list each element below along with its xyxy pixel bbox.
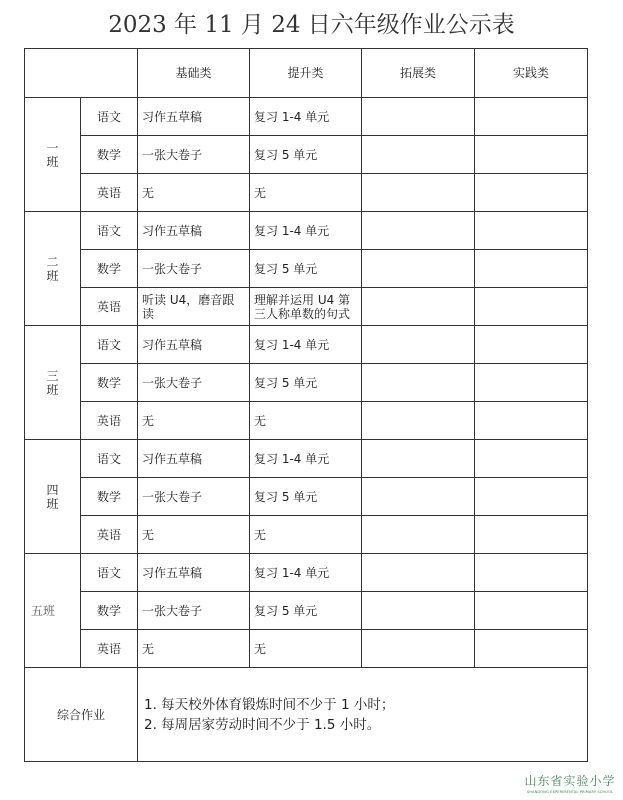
school-logo <box>522 772 618 794</box>
basic-cell: 一张大卷子 <box>138 250 250 288</box>
header-basic: 基础类 <box>138 49 250 98</box>
advanced-cell: 复习 1-4 单元 <box>250 98 362 136</box>
advanced-cell: 复习 5 单元 <box>250 478 362 516</box>
basic-cell: 无 <box>138 516 250 554</box>
extended-cell <box>362 630 475 668</box>
table-row <box>25 630 588 668</box>
subject-cell: 数学 <box>81 364 138 402</box>
subject-cell: 数学 <box>81 478 138 516</box>
basic-cell: 一张大卷子 <box>138 364 250 402</box>
basic-cell: 听读 U4，磨音跟读 <box>138 288 250 326</box>
class-name: 四 班 <box>25 440 81 554</box>
basic-cell: 无 <box>138 630 250 668</box>
practice-cell <box>475 174 588 212</box>
table-row <box>25 440 588 478</box>
header-extended: 拓展类 <box>362 49 475 98</box>
practice-cell <box>475 288 588 326</box>
class-name: 五班 <box>25 554 81 668</box>
practice-cell <box>475 364 588 402</box>
subject-cell: 英语 <box>81 174 138 212</box>
practice-cell <box>475 136 588 174</box>
subject-cell: 语文 <box>81 212 138 250</box>
subject-cell: 英语 <box>81 288 138 326</box>
advanced-cell: 无 <box>250 402 362 440</box>
advanced-cell: 复习 5 单元 <box>250 136 362 174</box>
practice-cell <box>475 98 588 136</box>
header-advanced: 提升类 <box>250 49 362 98</box>
table-row <box>25 174 588 212</box>
basic-cell: 习作五草稿 <box>138 98 250 136</box>
header-row <box>25 49 588 98</box>
advanced-cell: 复习 5 单元 <box>250 592 362 630</box>
advanced-cell: 复习 5 单元 <box>250 364 362 402</box>
practice-cell <box>475 212 588 250</box>
extended-cell <box>362 174 475 212</box>
class-name: 三 班 <box>25 326 81 440</box>
advanced-cell: 复习 1-4 单元 <box>250 554 362 592</box>
class-name: 一 班 <box>25 98 81 212</box>
advanced-cell: 无 <box>250 630 362 668</box>
table-row <box>25 326 588 364</box>
header-practice: 实践类 <box>475 49 588 98</box>
practice-cell <box>475 554 588 592</box>
advanced-cell: 复习 5 单元 <box>250 250 362 288</box>
extended-cell <box>362 212 475 250</box>
subject-cell: 语文 <box>81 440 138 478</box>
extended-cell <box>362 364 475 402</box>
advanced-cell: 无 <box>250 516 362 554</box>
extended-cell <box>362 250 475 288</box>
page-title: 2023 年 11 月 24 日六年级作业公示表 <box>108 12 515 38</box>
basic-cell: 习作五草稿 <box>138 212 250 250</box>
basic-cell: 习作五草稿 <box>138 440 250 478</box>
table-row <box>25 364 588 402</box>
table-row <box>25 250 588 288</box>
advanced-cell: 复习 1-4 单元 <box>250 212 362 250</box>
table-row <box>25 288 588 326</box>
extended-cell <box>362 288 475 326</box>
practice-cell <box>475 250 588 288</box>
extended-cell <box>362 402 475 440</box>
subject-cell: 数学 <box>81 250 138 288</box>
subject-cell: 语文 <box>81 326 138 364</box>
table-row <box>25 516 588 554</box>
practice-cell <box>475 478 588 516</box>
table-row <box>25 554 588 592</box>
general-item: 2. 每周居家劳动时间不少于 1.5 小时。 <box>144 716 381 733</box>
basic-cell: 一张大卷子 <box>138 136 250 174</box>
general-content <box>138 668 588 762</box>
homework-table <box>24 48 588 762</box>
basic-cell: 习作五草稿 <box>138 326 250 364</box>
extended-cell <box>362 136 475 174</box>
table-row <box>25 478 588 516</box>
general-label: 综合作业 <box>25 668 138 762</box>
class-name: 二 班 <box>25 212 81 326</box>
basic-cell: 一张大卷子 <box>138 592 250 630</box>
general-row <box>25 668 588 762</box>
table-row <box>25 592 588 630</box>
table-row <box>25 136 588 174</box>
advanced-cell: 无 <box>250 174 362 212</box>
extended-cell <box>362 326 475 364</box>
practice-cell <box>475 440 588 478</box>
advanced-cell: 复习 1-4 单元 <box>250 440 362 478</box>
subject-cell: 英语 <box>81 630 138 668</box>
advanced-cell: 复习 1-4 单元 <box>250 326 362 364</box>
practice-cell <box>475 516 588 554</box>
extended-cell <box>362 440 475 478</box>
table-row <box>25 402 588 440</box>
table-row <box>25 98 588 136</box>
general-item: 1. 每天校外体育锻炼时间不少于 1 小时； <box>144 696 395 713</box>
basic-cell: 习作五草稿 <box>138 554 250 592</box>
logo-english: SHANDONG EXPERIMENTAL PRIMARY SCHOOL <box>526 790 614 794</box>
practice-cell <box>475 326 588 364</box>
extended-cell <box>362 554 475 592</box>
logo-chinese: 山东省实验小学 <box>524 774 616 788</box>
practice-cell <box>475 630 588 668</box>
extended-cell <box>362 592 475 630</box>
subject-cell: 英语 <box>81 516 138 554</box>
general-list <box>142 695 583 735</box>
subject-cell: 数学 <box>81 136 138 174</box>
extended-cell <box>362 516 475 554</box>
subject-cell: 语文 <box>81 98 138 136</box>
practice-cell <box>475 402 588 440</box>
subject-cell: 英语 <box>81 402 138 440</box>
subject-cell: 数学 <box>81 592 138 630</box>
corner-cell <box>25 49 138 98</box>
basic-cell: 无 <box>138 174 250 212</box>
subject-cell: 语文 <box>81 554 138 592</box>
practice-cell <box>475 592 588 630</box>
basic-cell: 一张大卷子 <box>138 478 250 516</box>
extended-cell <box>362 478 475 516</box>
advanced-cell: 理解并运用 U4 第三人称单数的句式 <box>250 288 362 326</box>
basic-cell: 无 <box>138 402 250 440</box>
extended-cell <box>362 98 475 136</box>
table-row <box>25 212 588 250</box>
